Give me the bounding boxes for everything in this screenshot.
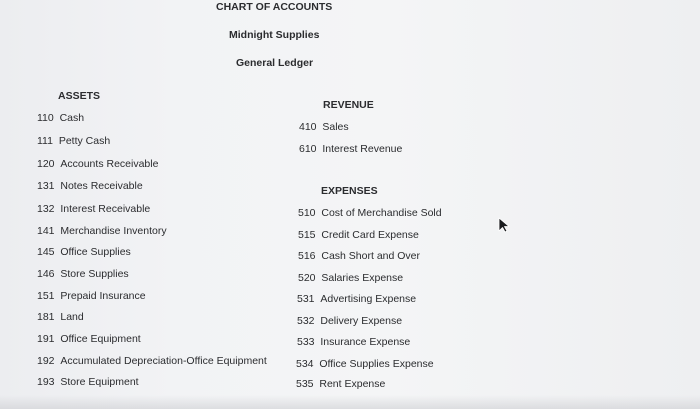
ledger-name: General Ledger bbox=[236, 57, 314, 69]
account-name: Credit Card Expense bbox=[321, 229, 419, 241]
account-number: 120 bbox=[37, 158, 55, 170]
account-row bbox=[37, 290, 146, 302]
account-number: 610 bbox=[299, 143, 317, 155]
account-row bbox=[37, 112, 84, 124]
account-name: Office Supplies Expense bbox=[319, 358, 434, 370]
account-row bbox=[37, 203, 150, 215]
account-name: Cash bbox=[59, 112, 85, 124]
account-number: 131 bbox=[37, 180, 55, 192]
account-row bbox=[298, 250, 420, 262]
company-name: Midnight Supplies bbox=[229, 29, 320, 41]
account-name: Interest Revenue bbox=[322, 143, 403, 155]
account-row bbox=[298, 272, 403, 284]
account-name: Insurance Expense bbox=[320, 336, 411, 348]
account-name: Advertising Expense bbox=[320, 293, 417, 305]
account-name: Cost of Merchandise Sold bbox=[321, 207, 442, 219]
account-row bbox=[299, 121, 349, 133]
account-row bbox=[37, 268, 129, 280]
account-row bbox=[296, 358, 434, 370]
account-name: Interest Receivable bbox=[60, 203, 151, 215]
account-row bbox=[298, 229, 419, 241]
revenue-heading: REVENUE bbox=[323, 99, 374, 111]
account-number: 192 bbox=[37, 355, 55, 367]
account-number: 141 bbox=[37, 225, 55, 237]
account-name: Accounts Receivable bbox=[60, 158, 159, 170]
page-shadow bbox=[0, 395, 700, 409]
account-number: 510 bbox=[298, 207, 316, 219]
account-number: 111 bbox=[37, 135, 53, 147]
account-row bbox=[37, 180, 143, 192]
mouse-pointer-icon bbox=[497, 217, 511, 233]
account-number: 533 bbox=[297, 336, 315, 348]
account-row bbox=[37, 376, 139, 388]
account-number: 191 bbox=[37, 333, 55, 345]
account-name: Salaries Expense bbox=[321, 272, 404, 284]
account-number: 181 bbox=[37, 311, 55, 323]
account-name: Petty Cash bbox=[58, 135, 111, 147]
account-name: Sales bbox=[322, 121, 349, 133]
account-number: 534 bbox=[296, 358, 314, 370]
account-number: 151 bbox=[37, 290, 55, 302]
account-row bbox=[37, 246, 131, 258]
account-name: Cash Short and Over bbox=[321, 250, 421, 262]
account-number: 520 bbox=[298, 272, 316, 284]
account-number: 410 bbox=[299, 121, 317, 133]
account-number: 146 bbox=[37, 268, 55, 280]
account-number: 516 bbox=[298, 250, 316, 262]
account-name: Store Equipment bbox=[60, 376, 139, 388]
account-row bbox=[37, 333, 141, 345]
account-number: 515 bbox=[298, 229, 316, 241]
assets-heading: ASSETS bbox=[58, 90, 101, 102]
page-title: CHART OF ACCOUNTS bbox=[216, 1, 333, 13]
account-row bbox=[37, 135, 110, 147]
account-row bbox=[297, 315, 402, 327]
account-number: 110 bbox=[37, 112, 54, 124]
account-row bbox=[37, 225, 167, 237]
account-name: Merchandise Inventory bbox=[60, 225, 167, 237]
account-row bbox=[297, 293, 416, 305]
account-number: 531 bbox=[297, 293, 315, 305]
account-name: Office Supplies bbox=[60, 246, 131, 258]
account-row bbox=[37, 311, 84, 323]
account-row bbox=[296, 378, 385, 390]
account-name: Land bbox=[60, 311, 84, 323]
account-number: 132 bbox=[37, 203, 55, 215]
account-name: Delivery Expense bbox=[320, 315, 403, 327]
account-number: 193 bbox=[37, 376, 55, 388]
account-name: Office Equipment bbox=[60, 333, 141, 345]
account-name: Accumulated Depreciation-Office Equipment bbox=[60, 355, 267, 367]
account-row bbox=[37, 158, 158, 170]
account-row bbox=[298, 207, 442, 219]
account-number: 145 bbox=[37, 246, 55, 258]
account-name: Notes Receivable bbox=[60, 180, 143, 192]
account-name: Prepaid Insurance bbox=[60, 290, 146, 302]
account-row bbox=[297, 336, 410, 348]
account-name: Rent Expense bbox=[319, 378, 386, 390]
account-row bbox=[37, 355, 267, 367]
account-name: Store Supplies bbox=[60, 268, 129, 280]
account-number: 535 bbox=[296, 378, 314, 390]
expenses-heading: EXPENSES bbox=[321, 185, 378, 197]
account-row bbox=[299, 143, 402, 155]
account-number: 532 bbox=[297, 315, 315, 327]
